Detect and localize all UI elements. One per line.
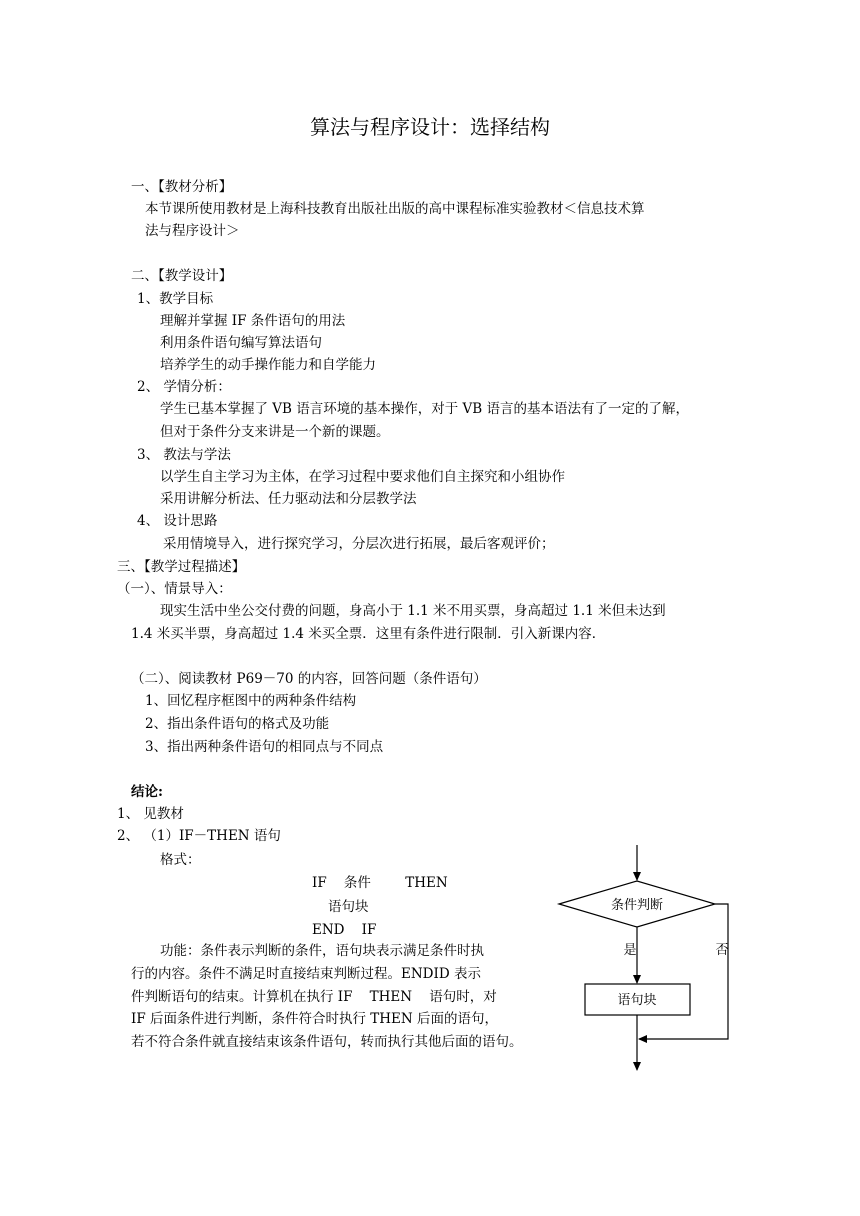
format-label: 格式： — [160, 852, 201, 868]
function-line-2: 行的内容。条件不满足时直接结束判断过程。ENDID 表示 — [131, 966, 481, 982]
function-line-4: IF 后面条件进行判断，条件符合时执行 THEN 后面的语句， — [131, 1011, 499, 1027]
scenario-text-line-1: 现实生活中坐公交付费的问题，身高小于 1.1 米不用买票，身高超过 1.1 米但未达到 — [160, 603, 666, 619]
conclusion-item-1: 1、 见教材 — [117, 806, 184, 822]
goal-item: 利用条件语句编写算法语句 — [160, 335, 322, 351]
page-title: 算法与程序设计：选择结构 — [310, 115, 550, 139]
student-analysis-line-1: 学生已基本掌握了 VB 语言环境的基本操作，对于 VB 语言的基本语法有了一定的了解， — [160, 401, 690, 417]
subsection-2-4-heading: 4、 设计思路 — [137, 513, 218, 529]
goal-item: 培养学生的动手操作能力和自学能力 — [160, 357, 376, 373]
student-analysis-line-2: 但对于条件分支来讲是一个新的课题。 — [160, 424, 390, 440]
question-item: 2、指出条件语句的格式及功能 — [145, 716, 330, 732]
section-1-heading: 一、【教材分析】 — [131, 179, 233, 195]
scenario-text-line-2: 1.4 米买半票，身高超过 1.4 米买全票．这里有条件进行限制．引入新课内容． — [131, 626, 606, 642]
method-item: 采用讲解分析法、任力驱动法和分层教学法 — [160, 491, 417, 507]
if-then-flowchart — [550, 840, 750, 1080]
subsection-2-2-heading: 2、 学情分析： — [137, 379, 231, 395]
subsection-2-1-heading: 1、教学目标 — [137, 291, 214, 307]
decision-label: 条件判断 — [610, 898, 664, 913]
section-2-heading: 二、【教学设计】 — [131, 268, 233, 284]
yes-label: 是 — [623, 943, 637, 958]
question-item: 1、回忆程序框图中的两种条件结构 — [145, 693, 357, 709]
no-branch-line — [639, 904, 728, 1039]
code-line-1: IF 条件 THEN — [312, 875, 448, 891]
process-label: 语句块 — [617, 993, 657, 1008]
conclusion-item-2: 2、 （1）IF－THEN 语句 — [117, 828, 281, 844]
subsection-3-2-heading: （二）、阅读教材 P69－70 的内容，回答问题（条件语句） — [131, 671, 487, 687]
code-line-2: 语句块 — [328, 899, 369, 915]
section-1-text-line-1: 本节课所使用教材是上海科技教育出版社出版的高中课程标准实验教材＜信息技术算 — [145, 201, 645, 217]
code-line-3: END IF — [312, 922, 377, 938]
section-1-text-line-2: 法与程序设计＞ — [145, 223, 240, 239]
goal-item: 理解并掌握 IF 条件语句的用法 — [160, 313, 346, 329]
conclusion-heading: 结论: — [131, 784, 163, 800]
function-line-3: 件判断语句的结束。计算机在执行 IF THEN 语句时，对 — [131, 989, 497, 1005]
question-item: 3、指出两种条件语句的相同点与不同点 — [145, 739, 384, 755]
no-label: 否 — [715, 943, 729, 958]
method-item: 以学生自主学习为主体，在学习过程中要求他们自主探究和小组协作 — [160, 469, 565, 485]
function-line-5: 若不符合条件就直接结束该条件语句，转而执行其他后面的语句。 — [131, 1034, 523, 1050]
design-idea-text: 采用情境导入，进行探究学习，分层次进行拓展，最后客观评价； — [163, 536, 555, 552]
function-line-1: 功能：条件表示判断的条件，语句块表示满足条件时执 — [160, 943, 484, 959]
section-3-heading: 三、【教学过程描述】 — [117, 559, 246, 575]
subsection-2-3-heading: 3、 教法与学法 — [137, 447, 231, 463]
subsection-3-1-heading: （一）、情景导入： — [117, 581, 232, 597]
